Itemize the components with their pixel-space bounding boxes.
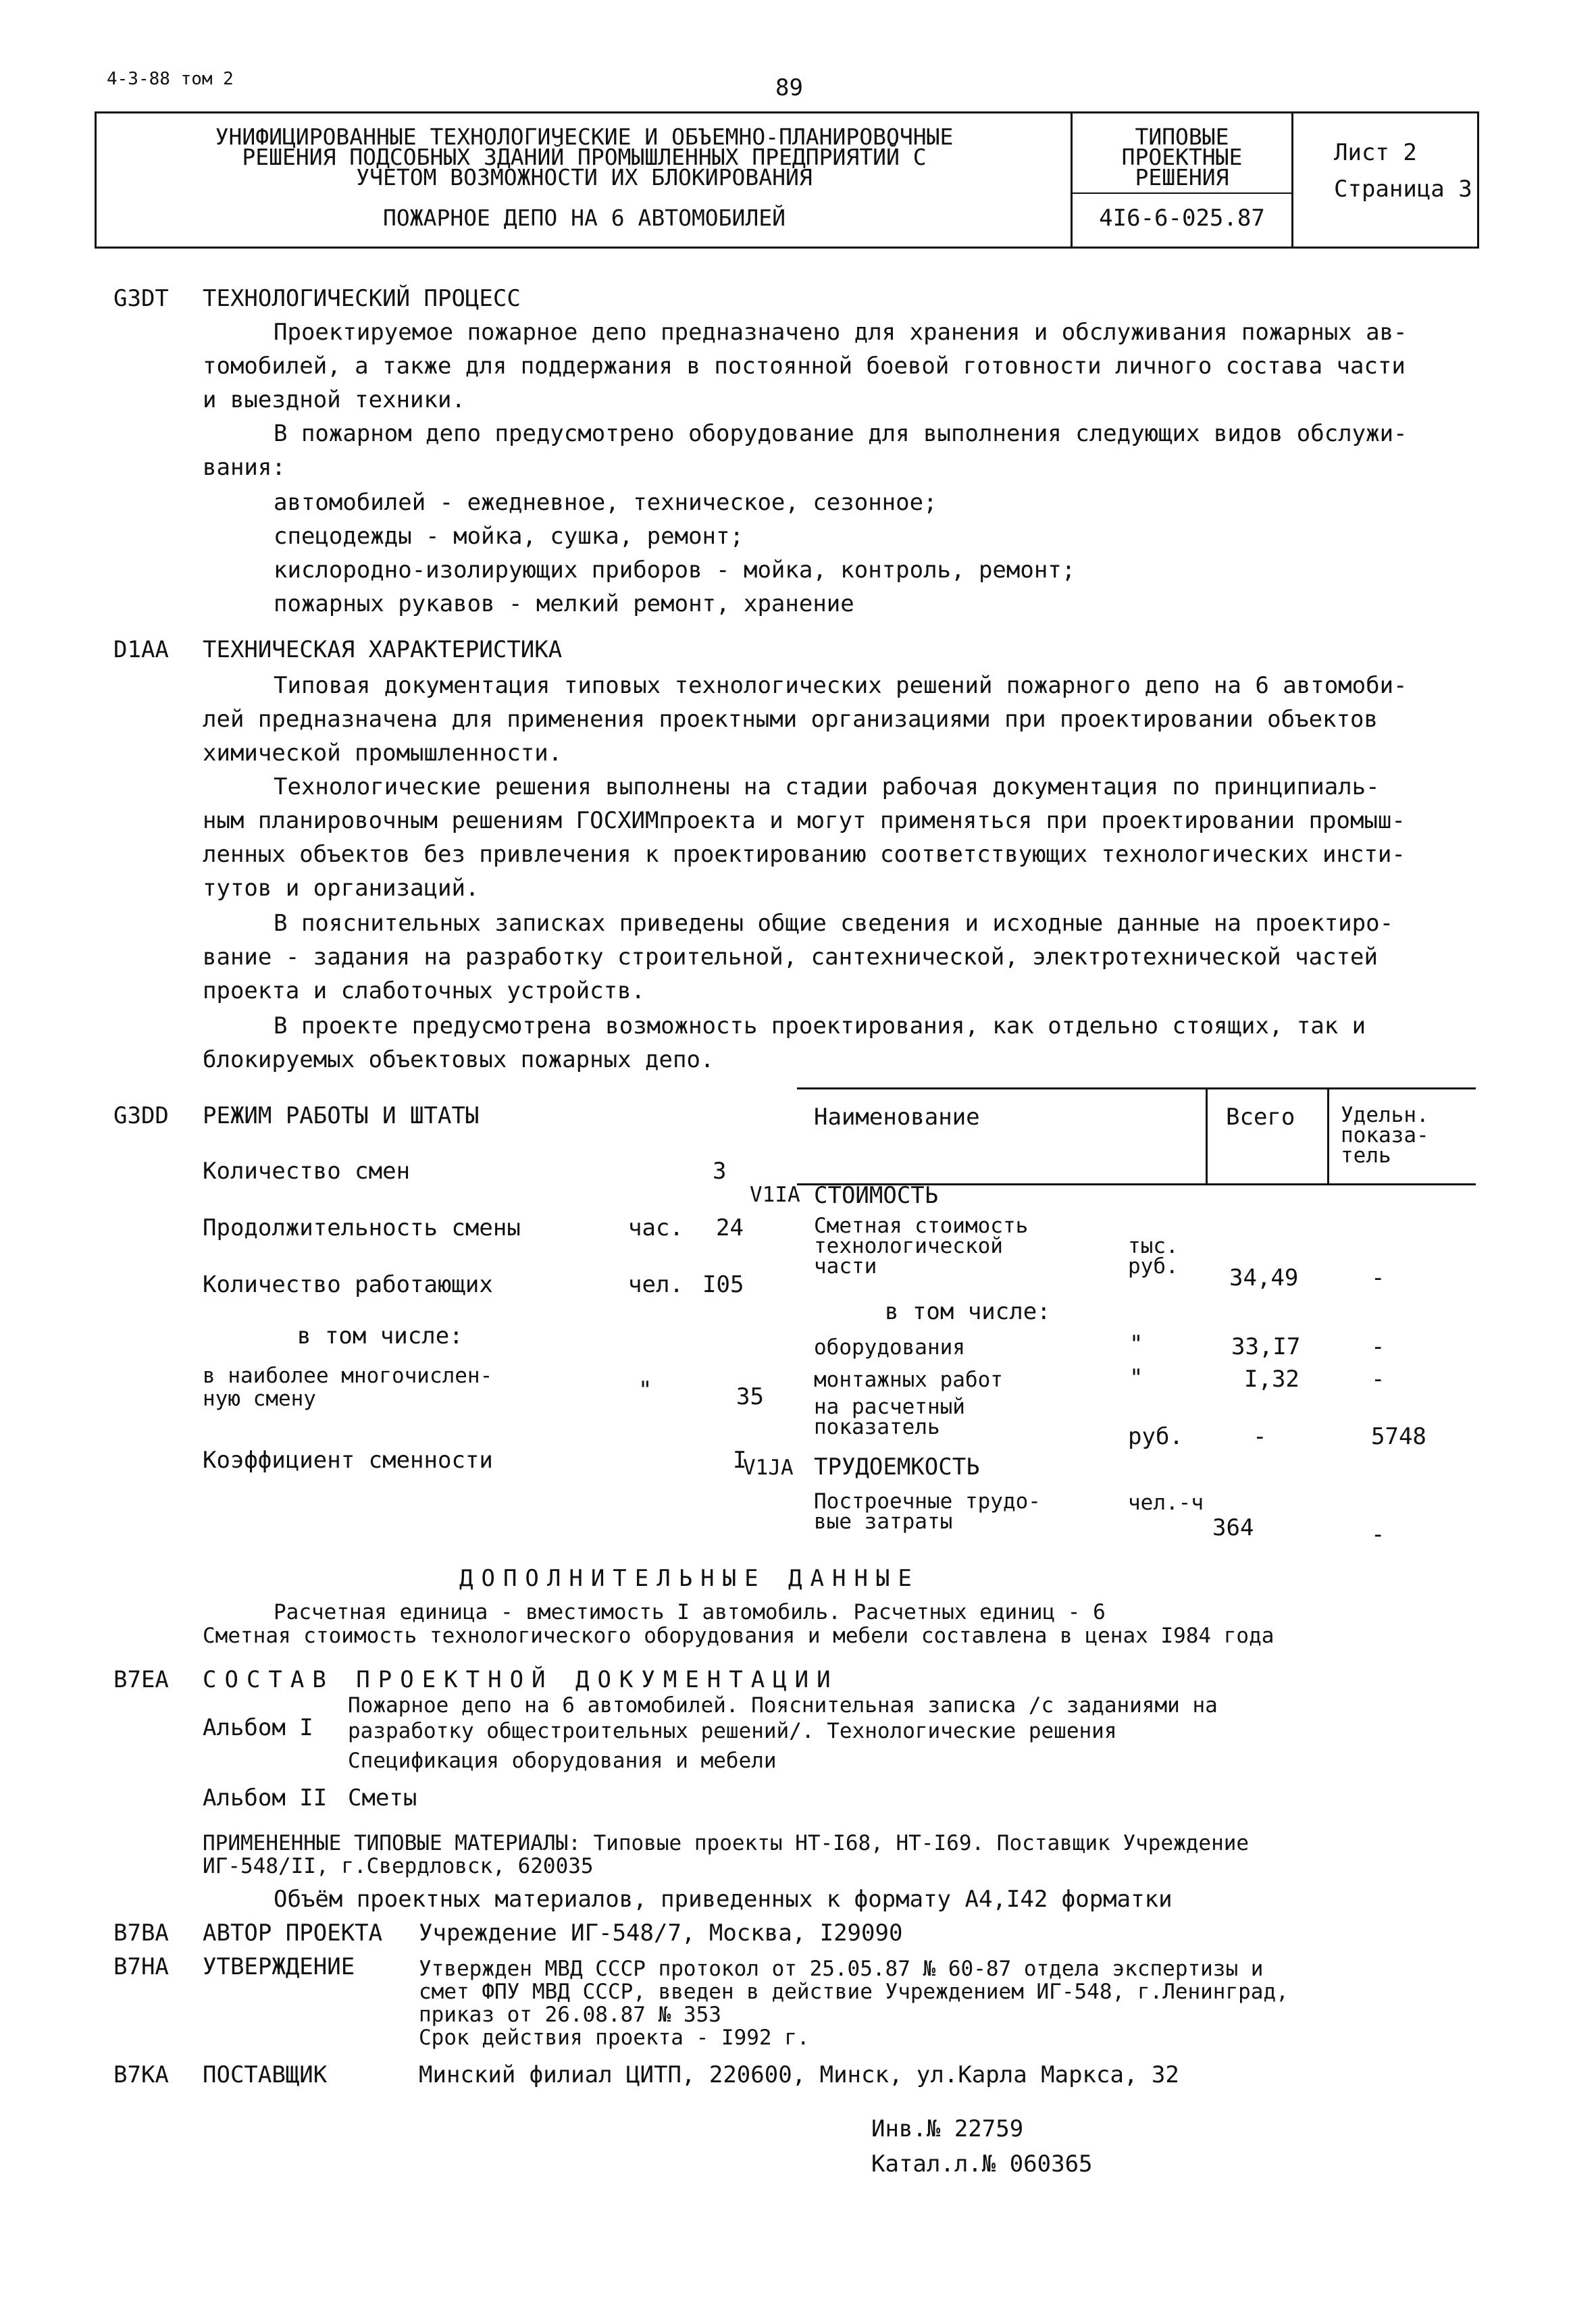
text-line: Технологические решения выполнены на стадии рабочая документация по принципиаль- (274, 773, 1380, 800)
additional-title: ДОПОЛНИТЕЛЬНЫЕ ДАННЫЕ (459, 1565, 920, 1592)
text-line: тутов и организаций. (203, 875, 480, 902)
incl-label: в том числе: (297, 1322, 463, 1349)
most-shift-unit: " (638, 1377, 652, 1404)
section-code: B7HA (113, 1953, 169, 1980)
estimate-spec: - (1371, 1264, 1385, 1291)
shifts-value: 3 (713, 1158, 727, 1185)
text-line: кислородно-изолирующих приборов - мойка, контроль, ремонт; (274, 557, 1076, 584)
labor-line: Построечные трудо- (814, 1489, 1041, 1514)
section-title: СОСТАВ ПРОЕКТНОЙ ДОКУМЕНТАЦИИ (203, 1666, 839, 1693)
text-line: лей предназначена для применения проектными организациями при проектировании объектов (203, 706, 1378, 733)
col-header-name: Наименование (814, 1104, 980, 1131)
col-header-spec-line: показа- (1341, 1123, 1429, 1148)
calc-indicator-label (814, 1397, 965, 1437)
labor-total: 364 (1212, 1514, 1254, 1541)
project-code: 4I6-6-025.87 (1099, 205, 1265, 232)
text-line: спецодежды - мойка, сушка, ремонт; (274, 523, 744, 550)
album1-line: Пожарное депо на 6 автомобилей. Пояснительная записка /с заданиями на (348, 1693, 1218, 1718)
additional-line: Расчетная единица - вместимость I автомобиль. Расчетных единиц - 6 (274, 1600, 1106, 1624)
mounting-spec: - (1371, 1366, 1385, 1393)
supplier-label: ПОСТАВЩИК (203, 2061, 328, 2088)
mounting-total: I,32 (1244, 1366, 1299, 1393)
text-line: Проектируемое пожарное депо предназначено для хранения и обслуживания пожарных ав- (274, 319, 1408, 346)
page-number: 89 (775, 74, 803, 101)
text-line: вание - задания на разработку строительной, сантехнической, электротехнической частей (203, 944, 1378, 971)
equipment-label: оборудования (814, 1335, 965, 1360)
col-header-total: Всего (1226, 1104, 1295, 1131)
shift-coef-value: I (733, 1447, 747, 1474)
cost-title: СТОИМОСТЬ (814, 1182, 939, 1209)
header-title-line: УЧЕТОМ ВОЗМОЖНОСТИ ИХ БЛОКИРОВАНИЯ (356, 164, 813, 190)
equipment-spec: - (1371, 1333, 1385, 1360)
album1-line: разработку общестроительных решений/. Технологические решения (348, 1719, 1117, 1743)
section-code: B7KA (113, 2061, 169, 2088)
estimate-unit (1128, 1236, 1179, 1277)
typical-line: ПРОЕКТНЫЕ (1121, 144, 1243, 170)
applied-materials-line: ПРИМЕНЕННЫЕ ТИПОВЫЕ МАТЕРИАЛЫ: Типовые проекты НТ-I68, НТ-I69. Поставщик Учреждение (203, 1831, 1250, 1855)
calc-indicator-total: - (1253, 1423, 1267, 1450)
most-shift-value: 35 (736, 1383, 764, 1410)
mounting-label: монтажных работ (814, 1368, 1003, 1392)
approval-line: смет ФПУ МВД СССР, введен в действие Учреждением ИГ-548, г.Ленинград, (419, 1980, 1289, 2004)
calc-indicator-line: на расчетный (814, 1395, 965, 1419)
inventory-number: Инв.№ 22759 (871, 2115, 1024, 2142)
workers-label: Количество работающих (203, 1271, 493, 1298)
calc-indicator-unit: руб. (1128, 1423, 1183, 1450)
calc-indicator-line: показатель (814, 1415, 940, 1439)
text-line: и выездной техники. (203, 386, 465, 413)
labor-title: ТРУДОЕМКОСТЬ (814, 1454, 980, 1481)
estimate-line: Сметная стоимость (814, 1214, 1029, 1238)
col-header-spec (1341, 1105, 1429, 1166)
labor-code: V1JA (743, 1456, 794, 1480)
approval-line: Утвержден МВД СССР протокол от 25.05.87 № 60-87 отдела экспертизы и (419, 1957, 1264, 1981)
duration-unit: час. (628, 1214, 684, 1241)
labor-spec: - (1371, 1521, 1385, 1548)
text-line: проекта и слаботочных устройств. (203, 977, 646, 1004)
estimate-label (814, 1216, 1028, 1277)
section-code: G3DT (113, 285, 169, 312)
text-line: ным планировочным решениям ГОСХИМпроекта и могут применяться при проектировании промыш- (203, 807, 1406, 834)
estimate-total: 34,49 (1229, 1264, 1299, 1291)
supplier-text: Минский филиал ЦИТП, 220600, Минск, ул.Карла Маркса, 32 (419, 2061, 1179, 2088)
sheet-label: Лист 2 (1334, 139, 1417, 166)
workers-value: I05 (702, 1271, 744, 1298)
section-code: B7BA (113, 1920, 169, 1947)
most-shift-line: в наиболее многочислен- (203, 1364, 493, 1388)
album1-label: Альбом I (203, 1714, 313, 1741)
approval-line: Срок действия проекта - I992 г. (419, 2026, 810, 2050)
typical-solutions-label (1074, 124, 1290, 190)
section-code: B7EA (113, 1666, 169, 1693)
col-header-spec-line: Удельн. (1341, 1103, 1429, 1127)
estimate-line: технологической (814, 1234, 1003, 1258)
section-code: D1AA (113, 636, 169, 663)
most-shift-line: ную смену (203, 1387, 316, 1411)
text-line: В проекте предусмотрена возможность проектирования, как отдельно стоящих, так и (274, 1012, 1366, 1039)
page-label: Страница 3 (1334, 176, 1472, 203)
text-line: автомобилей - ежедневное, техническое, сезонное; (274, 489, 937, 516)
typical-line: ТИПОВЫЕ (1135, 124, 1229, 150)
col-header-spec-line: тель (1341, 1143, 1391, 1168)
labor-line: вые затраты (814, 1510, 953, 1534)
text-line: блокируемых объектовых пожарных депо. (203, 1046, 715, 1073)
section-title: РЕЖИМ РАБОТЫ И ШТАТЫ (203, 1102, 480, 1129)
mounting-unit: " (1129, 1364, 1143, 1391)
approval-label: УТВЕРЖДЕНИЕ (203, 1953, 355, 1980)
text-line: томобилей, а также для поддержания в постоянной боевой готовности личного состава части (203, 353, 1406, 380)
text-line: В пояснительных записках приведены общие сведения и исходные данные на проектиро- (274, 910, 1394, 937)
catalog-number: Катал.л.№ 060365 (871, 2151, 1093, 2178)
text-line: В пожарном депо предусмотрено оборудование для выполнения следующих видов обслужи- (274, 420, 1408, 447)
header-subtitle: ПОЖАРНОЕ ДЕПО НА 6 АВТОМОБИЛЕЙ (382, 205, 786, 231)
cost-incl-label: в том числе: (885, 1298, 1051, 1325)
duration-label: Продолжительность смены (203, 1214, 521, 1241)
additional-line: Сметная стоимость технологического оборудования и мебели составлена в ценах I984 года (203, 1624, 1275, 1648)
series-label: 4-3-88 том 2 (107, 69, 234, 89)
shift-coef-label: Коэффициент сменности (203, 1447, 493, 1474)
calc-indicator-spec: 5748 (1371, 1423, 1426, 1450)
labor-label (814, 1491, 1041, 1532)
estimate-line: части (814, 1254, 877, 1279)
labor-unit: чел.-ч (1128, 1491, 1204, 1515)
estimate-unit-line: тыс. (1128, 1234, 1179, 1258)
duration-value: 24 (716, 1214, 744, 1241)
text-line: химической промышленности. (203, 740, 563, 767)
section-code: G3DD (113, 1102, 169, 1129)
section-title: ТЕХНОЛОГИЧЕСКИЙ ПРОЦЕСС (203, 285, 521, 312)
volume-line: Объём проектных материалов, приведенных к формату А4,I42 форматки (274, 1886, 1173, 1913)
text-line: Типовая документация типовых технологических решений пожарного депо на 6 автомоби- (274, 672, 1408, 699)
approval-line: приказ от 26.08.87 № 353 (419, 2003, 721, 2027)
text-line: ленных объектов без привлечения к проектированию соответствующих технологических инсти- (203, 841, 1406, 868)
album2-label: Альбом II (203, 1784, 328, 1811)
most-shift-label (203, 1364, 492, 1410)
cost-code: V1IA (750, 1183, 800, 1207)
estimate-unit-line: руб. (1128, 1254, 1179, 1279)
author-text: Учреждение ИГ-548/7, Москва, I29090 (419, 1920, 903, 1947)
section-title: ТЕХНИЧЕСКАЯ ХАРАКТЕРИСТИКА (203, 636, 563, 663)
text-line: вания: (203, 454, 286, 481)
equipment-total: 33,I7 (1231, 1333, 1301, 1360)
album1-line: Спецификация оборудования и мебели (348, 1749, 777, 1773)
header-title (101, 124, 1067, 190)
header-title-line: УНИФИЦИРОВАННЫЕ ТЕХНОЛОГИЧЕСКИЕ И ОБЪЕМНО-ПЛАНИРОВОЧНЫЕ (215, 124, 954, 150)
text-line: пожарных рукавов - мелкий ремонт, хранение (274, 590, 854, 617)
author-label: АВТОР ПРОЕКТА (203, 1920, 383, 1947)
equipment-unit: " (1129, 1331, 1143, 1358)
shifts-label: Количество смен (203, 1158, 411, 1185)
typical-line: РЕШЕНИЯ (1135, 164, 1229, 190)
album2-text: Сметы (348, 1784, 417, 1811)
applied-materials-line: ИГ-548/II, г.Свердловск, 620035 (203, 1854, 594, 1878)
header-title-line: РЕШЕНИЯ ПОДСОБНЫХ ЗДАНИЙ ПРОМЫШЛЕННЫХ ПРЕДПРИЯТИЙ С (242, 144, 927, 170)
workers-unit: чел. (628, 1271, 684, 1298)
